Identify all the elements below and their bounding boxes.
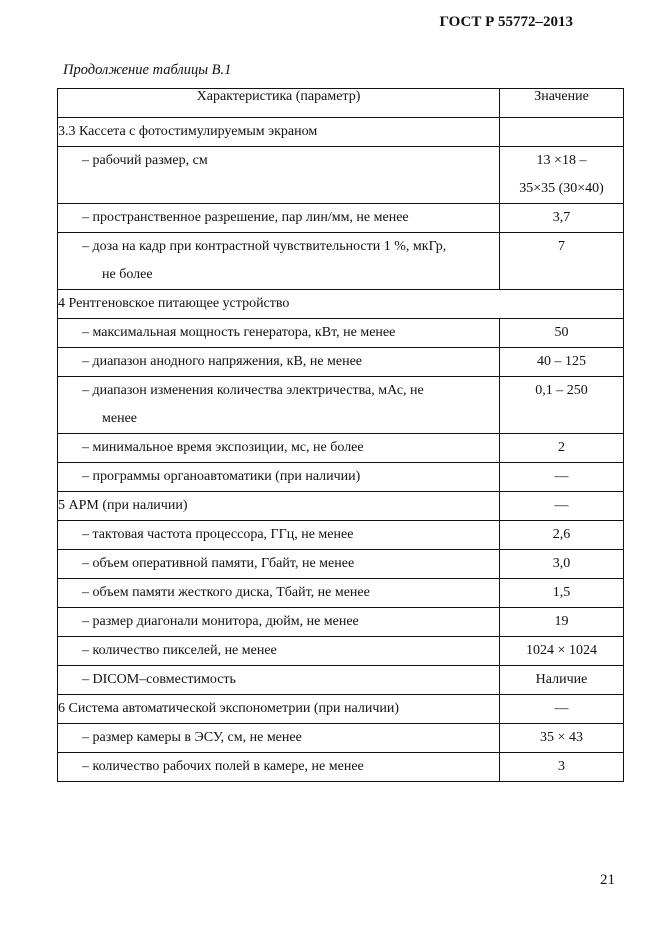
- param-text: – программы органоавтоматики (при наличии): [82, 469, 361, 484]
- param-cell: [58, 118, 500, 147]
- document-header: ГОСТ Р 55772–2013: [439, 14, 573, 30]
- value-cell: [500, 118, 624, 147]
- param-cell: [58, 550, 500, 579]
- param-cell: [58, 463, 500, 492]
- table-row: [58, 434, 624, 463]
- param-text: – максимальная мощность генератора, кВт, не менее: [82, 325, 396, 340]
- spec-table: [57, 88, 624, 782]
- value-cell: [500, 579, 624, 608]
- table-row: [58, 147, 624, 204]
- value-text: 19: [554, 614, 569, 629]
- value-cell: [500, 463, 624, 492]
- value-text: Наличие: [535, 672, 588, 687]
- value-cell: [500, 637, 624, 666]
- param-cell: [58, 724, 500, 753]
- value-cell: [500, 377, 624, 434]
- table-section-row: [58, 118, 624, 147]
- param-text: 6 Система автоматической экспонометрии (при наличии): [58, 701, 400, 716]
- param-text: – размер диагонали монитора, дюйм, не менее: [82, 614, 359, 629]
- value-text: 13 ×18 –: [536, 153, 587, 168]
- table-row: [58, 753, 624, 782]
- value-cell: [500, 348, 624, 377]
- value-text: 3,7: [552, 210, 571, 225]
- param-cell: [58, 377, 500, 434]
- value-text: —: [554, 469, 569, 484]
- param-cell: [58, 147, 500, 204]
- column-header-param: Характеристика (параметр): [58, 89, 500, 118]
- param-text: 5 АРМ (при наличии): [58, 498, 188, 513]
- param-cell: [58, 319, 500, 348]
- param-cell: [58, 753, 500, 782]
- param-text: – рабочий размер, см: [82, 153, 208, 168]
- table-caption: Продолжение таблицы В.1: [63, 62, 232, 78]
- value-cell: [500, 724, 624, 753]
- param-cell: [58, 348, 500, 377]
- value-cell: [500, 753, 624, 782]
- param-text: – объем оперативной памяти, Гбайт, не менее: [82, 556, 355, 571]
- param-cell: [58, 204, 500, 233]
- param-text: – количество пикселей, не менее: [82, 643, 277, 658]
- value-text: 1024 × 1024: [526, 643, 597, 658]
- param-text: – диапазон изменения количества электричества, мАс, не: [82, 383, 424, 398]
- value-text: 40 – 125: [537, 354, 586, 369]
- value-text: 0,1 – 250: [535, 383, 588, 398]
- param-text: – минимальное время экспозиции, мс, не более: [82, 440, 364, 455]
- table-row: [58, 608, 624, 637]
- param-text: – диапазон анодного напряжения, кВ, не менее: [82, 354, 363, 369]
- param-text: – DICOM–совместимость: [82, 672, 236, 687]
- param-cell: [58, 608, 500, 637]
- table-row: [58, 348, 624, 377]
- value-text: 50: [554, 325, 569, 340]
- param-cell: [58, 579, 500, 608]
- table-row: [58, 204, 624, 233]
- param-cell: [58, 492, 500, 521]
- table-row: [58, 521, 624, 550]
- value-text: 1,5: [552, 585, 571, 600]
- value-text: 3: [558, 759, 565, 774]
- table-row: [58, 637, 624, 666]
- value-cell: [500, 319, 624, 348]
- param-cell: [58, 666, 500, 695]
- param-cell: [58, 434, 500, 463]
- param-cell: [58, 637, 500, 666]
- table-section-row: [58, 695, 624, 724]
- value-cell: [500, 434, 624, 463]
- param-text: 4 Рентгеновское питающее устройство: [58, 296, 290, 311]
- table-section-row: [58, 290, 624, 319]
- value-cell: [500, 147, 624, 204]
- table-row: [58, 463, 624, 492]
- param-cell: [58, 521, 500, 550]
- param-cell: [58, 695, 500, 724]
- value-cell: [500, 204, 624, 233]
- value-cell: [500, 695, 624, 724]
- param-text: – размер камеры в ЭСУ, см, не менее: [82, 730, 302, 745]
- page-number: 21: [600, 872, 615, 888]
- table-section-row: [58, 492, 624, 521]
- param-text: – пространственное разрешение, пар лин/мм, не менее: [82, 210, 409, 225]
- param-cell: [58, 290, 624, 319]
- param-text-continued: менее: [102, 411, 137, 426]
- table-row: [58, 319, 624, 348]
- param-text: – доза на кадр при контрастной чувствительности 1 %, мкГр,: [82, 239, 447, 254]
- table-row: [58, 666, 624, 695]
- table-row: [58, 377, 624, 434]
- value-text: —: [554, 701, 569, 716]
- param-text: – объем памяти жесткого диска, Тбайт, не менее: [82, 585, 370, 600]
- table-header-row: [58, 89, 624, 118]
- value-text: 35 × 43: [540, 730, 583, 745]
- value-text: —: [554, 498, 569, 513]
- value-text: 7: [558, 239, 565, 254]
- column-header-value: Значение: [500, 89, 624, 118]
- value-cell: [500, 550, 624, 579]
- param-text: – количество рабочих полей в камере, не менее: [82, 759, 364, 774]
- value-cell: [500, 666, 624, 695]
- table-row: [58, 550, 624, 579]
- value-text: 3,0: [552, 556, 571, 571]
- table-row: [58, 724, 624, 753]
- table-row: [58, 233, 624, 290]
- value-text: 2,6: [552, 527, 571, 542]
- param-text-continued: не более: [102, 267, 153, 282]
- value-cell: [500, 608, 624, 637]
- param-text: – тактовая частота процессора, ГГц, не менее: [82, 527, 354, 542]
- value-text: 2: [558, 440, 565, 455]
- value-cell: [500, 492, 624, 521]
- value-cell: [500, 233, 624, 290]
- value-cell: [500, 521, 624, 550]
- table-row: [58, 579, 624, 608]
- value-text-continued: 35×35 (30×40): [519, 181, 604, 196]
- param-cell: [58, 233, 500, 290]
- param-text: 3.3 Кассета с фотостимулируемым экраном: [58, 124, 318, 139]
